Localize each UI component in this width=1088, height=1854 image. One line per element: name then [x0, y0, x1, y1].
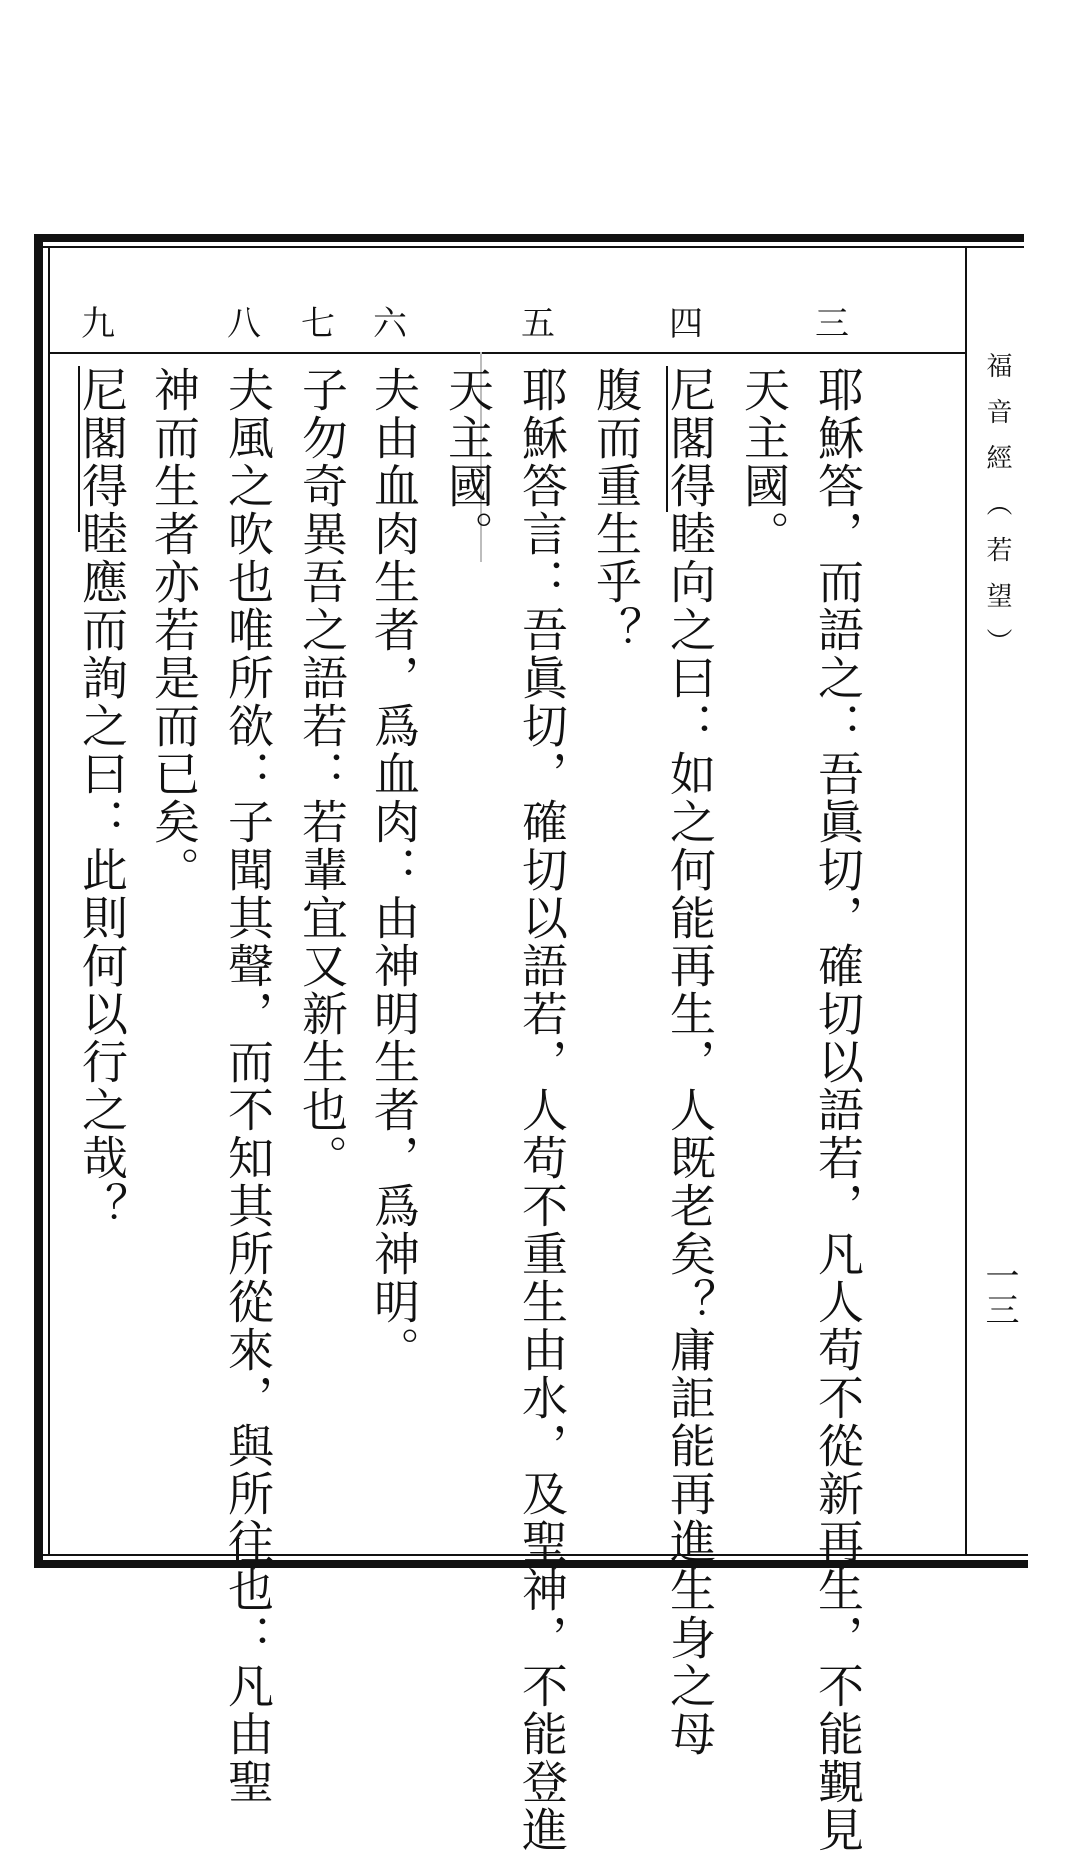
- verse-number: 九: [81, 304, 115, 344]
- verse-line: 尼閣得睦應而詢之曰：此則何以行之哉？: [75, 366, 129, 1230]
- verse-number: 三: [815, 304, 849, 344]
- frame-top-inner-border: [34, 246, 1024, 248]
- verse-number: 七: [301, 304, 335, 344]
- verse-line: 耶穌答，而語之：吾眞切，確切以語若，凡人苟不從新再生，不能覲見: [811, 366, 865, 1854]
- verse-number: 五: [521, 304, 555, 344]
- page-number: 一三: [979, 1258, 1019, 1326]
- frame-top-border: [34, 234, 1024, 242]
- frame-right-border: [965, 248, 967, 1554]
- verse-line: 神而生者亦若是而已矣。: [147, 366, 201, 894]
- verse-line: 天主國。: [441, 366, 495, 558]
- verse-line: 腹而重生乎？: [589, 366, 643, 654]
- verse-number: 四: [669, 304, 703, 344]
- verse-line: 子勿奇異吾之語若：若輩宜又新生也。: [295, 366, 349, 1182]
- verse-line: 耶穌答言：吾眞切，確切以語若，人苟不重生由水，及聖神，不能登進: [515, 366, 569, 1854]
- verse-line: 夫由血肉生者，爲血肉：由神明生者，爲神明。: [367, 366, 421, 1374]
- verse-line: 尼閣得睦向之曰：如之何能再生，人既老矣？庸詎能再進生身之母: [663, 366, 717, 1758]
- verse-number: 六: [373, 304, 407, 344]
- verse-line: 夫風之吹也唯所欲：子聞其聲，而不知其所從來，與所往也：凡由聖: [221, 366, 275, 1806]
- frame-left-inner-border: [48, 246, 50, 1556]
- book-title: 福音經（若望）: [982, 352, 1012, 674]
- verse-number-divider: [48, 352, 965, 354]
- verse-number: 八: [227, 304, 261, 344]
- frame-left-border: [34, 234, 43, 1568]
- verse-line: 天主國。: [737, 366, 791, 558]
